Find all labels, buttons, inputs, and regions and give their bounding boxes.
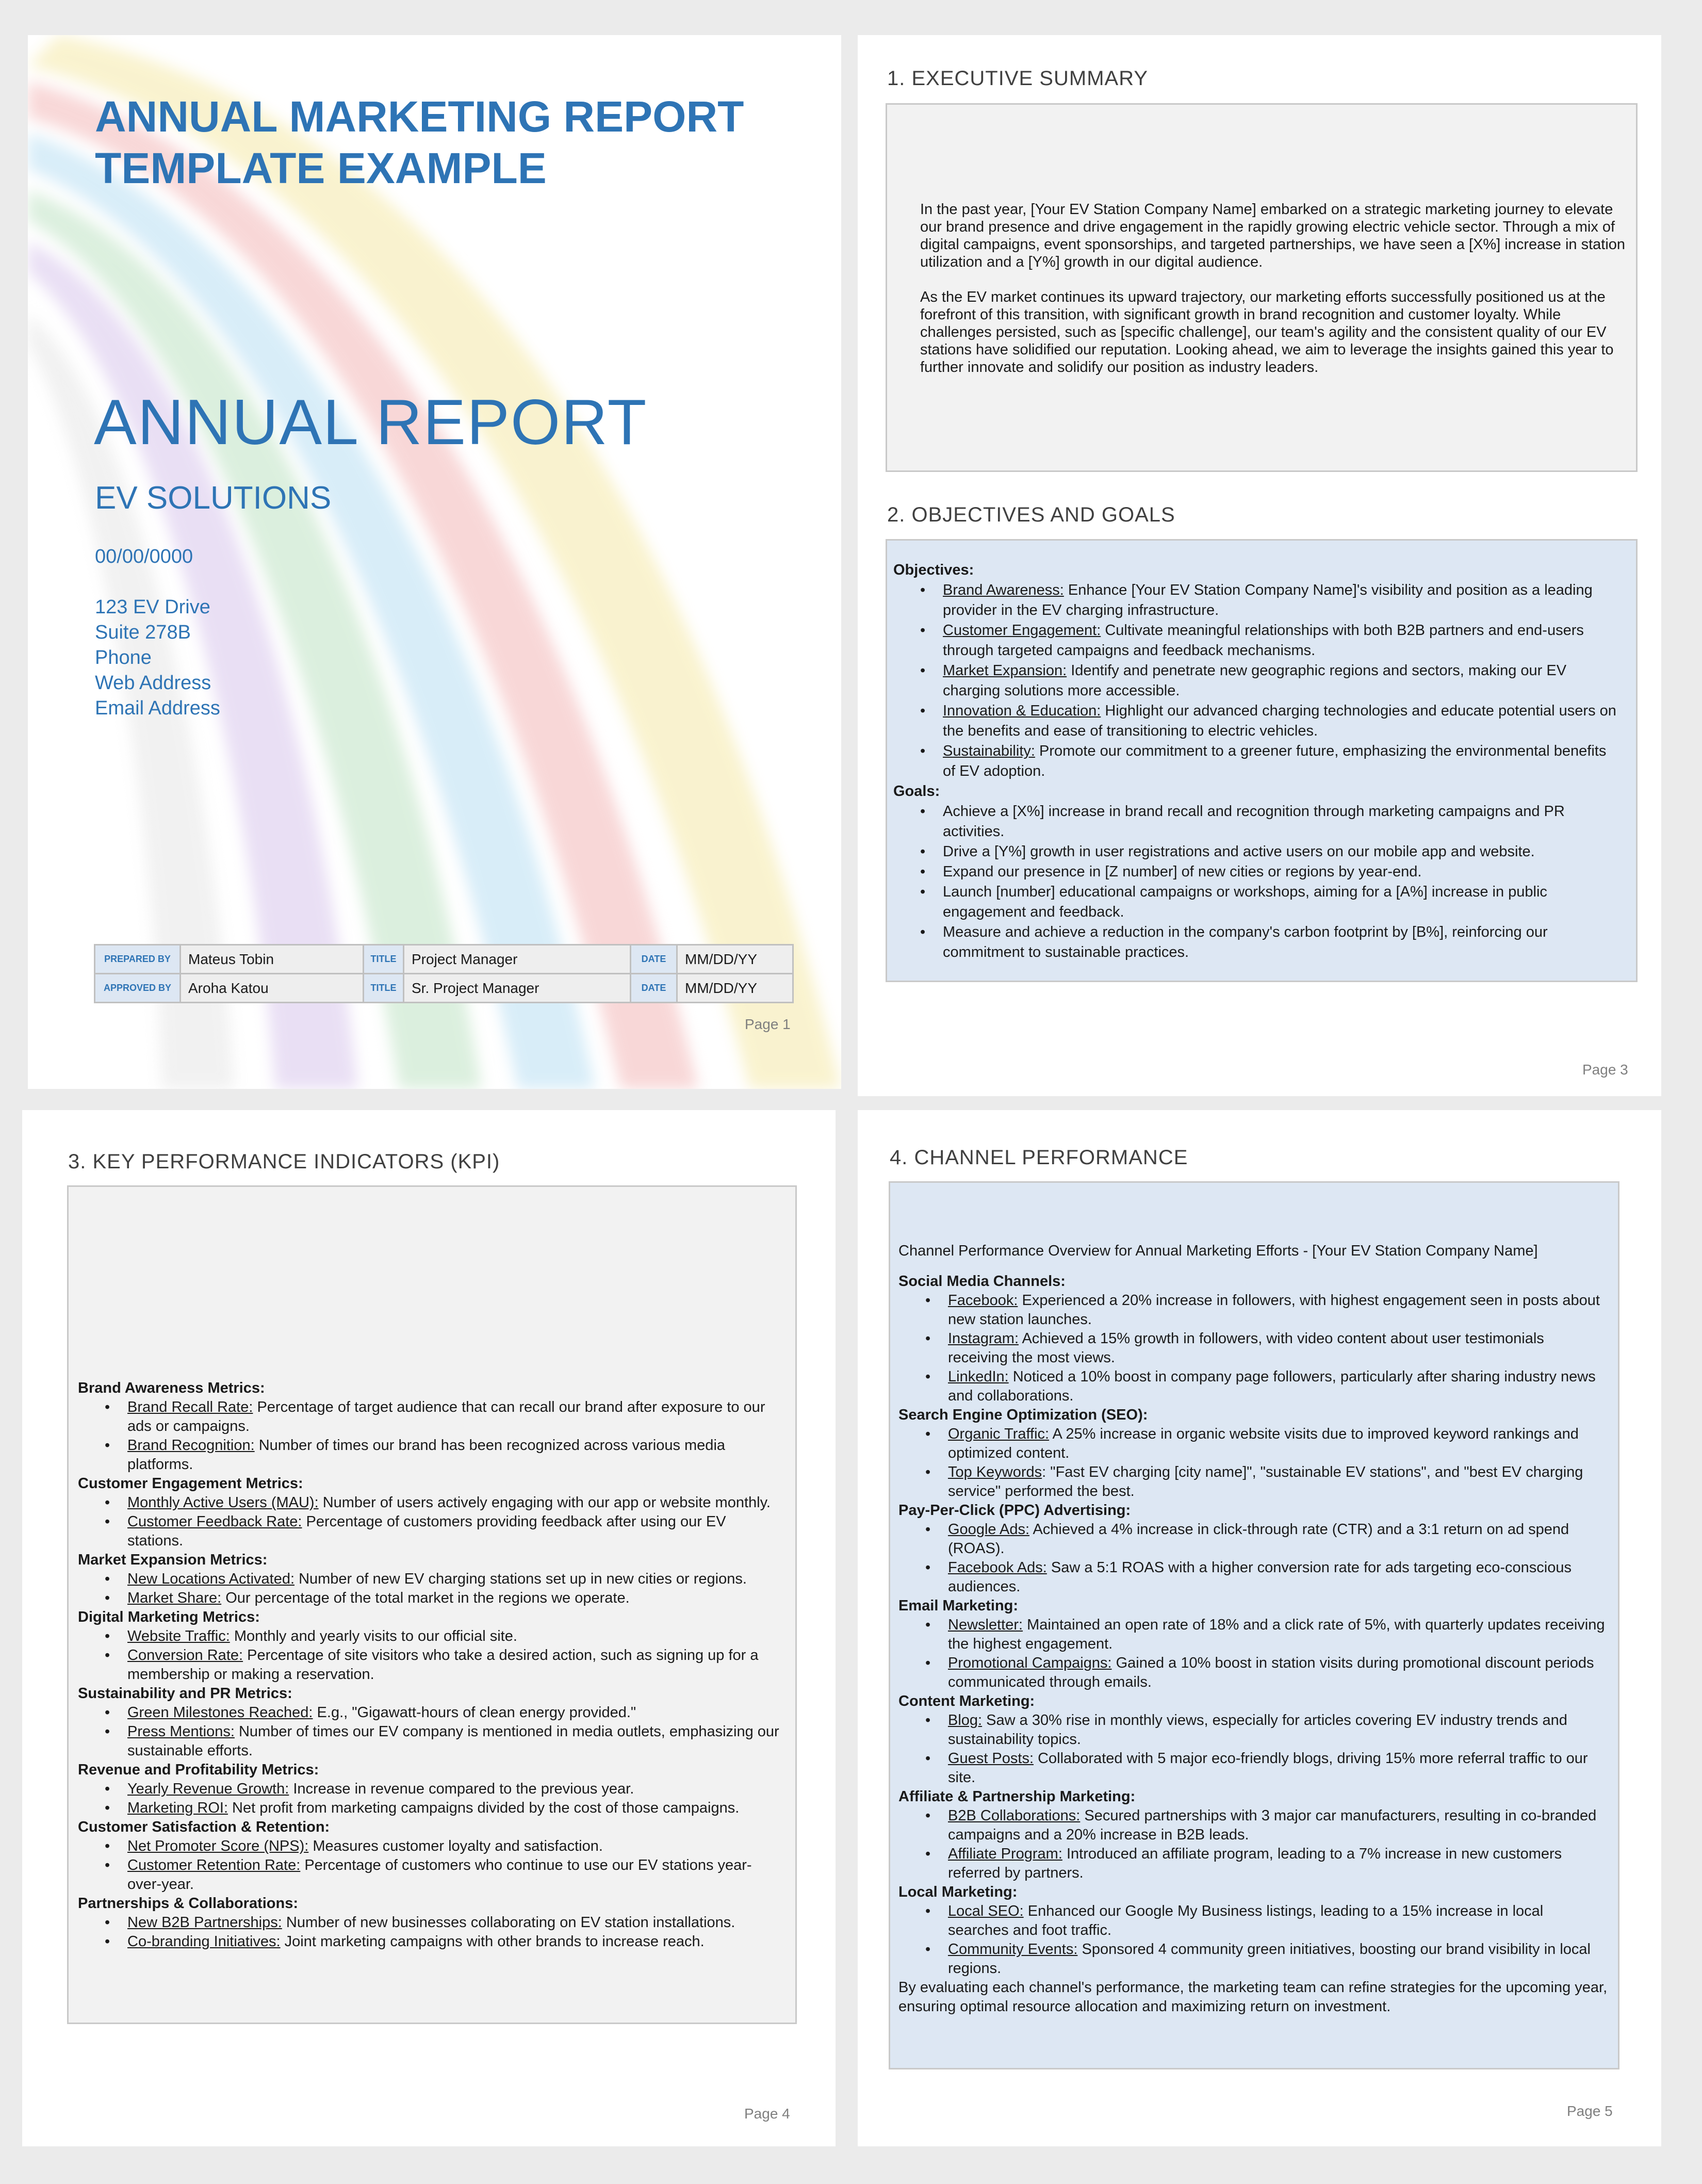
list-item — [898, 1367, 1608, 1406]
address-line: Web Address — [95, 672, 211, 694]
item-text: Number of times our brand has been recognized across various media platforms. — [127, 1437, 726, 1473]
section-title: Revenue and Profitability Metrics: — [78, 1762, 319, 1778]
bullet-list — [78, 1570, 785, 1608]
bullet-list — [898, 1806, 1608, 1883]
list-item — [893, 922, 1621, 963]
item-text: Number of new EV charging stations set up in new cities or regions. — [294, 1571, 747, 1587]
item-label: Newsletter: — [948, 1617, 1023, 1633]
cover-page — [28, 35, 841, 1089]
item-text: Percentage of customers who continue to use our EV stations year-over-year. — [127, 1857, 752, 1893]
bullet-list — [78, 1837, 785, 1894]
section-title: Search Engine Optimization (SEO): — [898, 1407, 1148, 1423]
list-item — [78, 1703, 785, 1722]
bullet-list — [78, 1780, 785, 1818]
section-title: Customer Satisfaction & Retention: — [78, 1819, 330, 1835]
item-label: Press Mentions: — [127, 1723, 235, 1740]
item-text: Maintained an open rate of 18% and a click rate of 5%, with quarterly updates receiving the highest engagement. — [948, 1617, 1605, 1652]
closing-text: By evaluating each channel's performance, the marketing team can refine strategies for the upcoming year, ensuring optimal resource allocation and maximizing return on investment. — [898, 1979, 1608, 2015]
item-text: Sponsored 4 community green initiatives, boosting our brand visibility in local regions. — [948, 1941, 1591, 1977]
item-label: Co-branding Initiatives: — [127, 1933, 281, 1950]
list-item — [893, 842, 1621, 862]
intro-text: Channel Performance Overview for Annual Marketing Efforts - [Your EV Station Company Name] — [898, 1243, 1538, 1259]
section-title: Pay-Per-Click (PPC) Advertising: — [898, 1502, 1131, 1519]
list-item — [78, 1627, 785, 1646]
item-label: Blog: — [948, 1712, 983, 1729]
title-label: TITLE — [364, 945, 404, 974]
item-text: Number of users actively engaging with our app or website monthly. — [318, 1494, 771, 1511]
list-item — [898, 1902, 1608, 1940]
list-item — [78, 1856, 785, 1894]
item-text: Launch [number] educational campaigns or workshops, aiming for a [A%] increase in public engagement and feedback. — [943, 884, 1547, 920]
address-line: Phone — [95, 647, 152, 669]
item-label: Instagram: — [948, 1330, 1019, 1347]
table-row — [95, 945, 793, 974]
item-label: Affiliate Program: — [948, 1846, 1062, 1862]
item-text: A 25% increase in organic website visits due to improved keyword rankings and optimized content. — [948, 1426, 1579, 1461]
item-text: Increase in revenue compared to the previous year. — [289, 1781, 634, 1797]
item-text: Enhance [Your EV Station Company Name]'s visibility and position as a leading provider in the EV charging infrastructure. — [943, 582, 1593, 618]
list-item — [78, 1799, 785, 1818]
section-title: Social Media Channels: — [898, 1273, 1066, 1290]
approved-by-label: APPROVED BY — [95, 974, 181, 1003]
section-title: Partnerships & Collaborations: — [78, 1895, 299, 1912]
page-number: Page 4 — [744, 2106, 790, 2122]
item-label: Customer Feedback Rate: — [127, 1513, 302, 1530]
list-item — [898, 1616, 1608, 1654]
item-text: Achieved a 4% increase in click-through rate (CTR) and a 3:1 return on ad spend (ROAS). — [948, 1521, 1569, 1557]
page-number: Page 1 — [745, 1016, 791, 1032]
item-label: Top Keywords — [948, 1464, 1042, 1480]
section-title: Affiliate & Partnership Marketing: — [898, 1788, 1136, 1805]
section-title: Digital Marketing Metrics: — [78, 1609, 260, 1625]
item-label: Brand Awareness: — [943, 582, 1064, 598]
list-item — [898, 1940, 1608, 1978]
prepared-by-value: Mateus Tobin — [181, 945, 364, 974]
item-label: Marketing ROI: — [127, 1800, 228, 1816]
list-item — [893, 701, 1621, 741]
bullet-list — [898, 1902, 1608, 1978]
item-label: Conversion Rate: — [127, 1647, 243, 1664]
item-label: New B2B Partnerships: — [127, 1914, 282, 1931]
bullet-list — [78, 1703, 785, 1761]
section-title: Content Marketing: — [898, 1693, 1035, 1709]
item-label: Customer Retention Rate: — [127, 1857, 301, 1873]
page-4 — [22, 1110, 836, 2146]
item-label: Sustainability: — [943, 743, 1035, 759]
list-item — [78, 1436, 785, 1474]
item-text: E.g., "Gigawatt-hours of clean energy provided." — [313, 1704, 636, 1721]
list-item — [78, 1570, 785, 1589]
bullet-list — [893, 580, 1621, 781]
item-label: B2B Collaborations: — [948, 1807, 1081, 1824]
list-item — [78, 1493, 785, 1512]
list-item — [898, 1558, 1608, 1596]
item-label: Website Traffic: — [127, 1628, 230, 1644]
item-text: Expand our presence in [Z number] of new cities or regions by year-end. — [943, 863, 1422, 880]
item-label: Local SEO: — [948, 1903, 1024, 1919]
page-5 — [858, 1110, 1661, 2146]
section-title: Local Marketing: — [898, 1884, 1018, 1900]
executive-summary-box — [886, 103, 1638, 472]
document-title: ANNUAL MARKETING REPORT TEMPLATE EXAMPLE — [95, 92, 744, 192]
address-block — [95, 595, 220, 721]
list-item — [893, 621, 1621, 661]
item-text: Number of new businesses collaborating on EV station installations. — [282, 1914, 735, 1931]
list-item — [78, 1837, 785, 1856]
list-item — [898, 1654, 1608, 1692]
list-item — [898, 1520, 1608, 1558]
list-item — [78, 1589, 785, 1608]
section-title: Customer Engagement Metrics: — [78, 1475, 303, 1492]
item-text: Experienced a 20% increase in followers, with highest engagement seen in posts about new station launches. — [948, 1292, 1600, 1328]
item-text: Saw a 5:1 ROAS with a higher conversion rate for ads targeting eco-conscious audiences. — [948, 1559, 1572, 1595]
item-label: Facebook Ads: — [948, 1559, 1047, 1576]
item-label: Market Expansion: — [943, 662, 1067, 679]
approval-table — [94, 944, 794, 1003]
item-text: Promote our commitment to a greener future, emphasizing the environmental benefits of EV adoption. — [943, 743, 1607, 779]
item-text: Percentage of target audience that can recall our brand after exposure to our ads or campaigns. — [127, 1399, 765, 1435]
list-item — [898, 1711, 1608, 1749]
bullet-list — [898, 1616, 1608, 1692]
list-item — [898, 1845, 1608, 1883]
item-label: Google Ads: — [948, 1521, 1029, 1538]
item-text: Noticed a 10% boost in company page followers, particularly after sharing industry news and collaborations. — [948, 1368, 1596, 1404]
item-label: Facebook: — [948, 1292, 1018, 1309]
report-heading: ANNUAL REPORT — [94, 387, 648, 458]
item-text: Drive a [Y%] growth in user registrations and active users on our mobile app and website. — [943, 843, 1535, 860]
bullet-list — [78, 1493, 785, 1551]
bullet-list — [898, 1291, 1608, 1406]
item-text: Percentage of site visitors who take a desired action, such as signing up for a membership or making a reservation. — [127, 1647, 759, 1683]
item-label: Customer Engagement: — [943, 622, 1101, 639]
list-item — [78, 1932, 785, 1951]
section-title: Goals: — [893, 783, 940, 800]
date-label: DATE — [631, 945, 677, 974]
section-title: Market Expansion Metrics: — [78, 1552, 268, 1568]
item-text: Collaborated with 5 major eco-friendly blogs, driving 15% more referral traffic to our site. — [948, 1750, 1588, 1786]
report-subheading: EV SOLUTIONS — [95, 480, 332, 516]
section-heading: 1. EXECUTIVE SUMMARY — [887, 67, 1149, 90]
item-label: Monthly Active Users (MAU): — [127, 1494, 319, 1511]
channel-performance-box — [889, 1181, 1619, 2069]
item-text: Joint marketing campaigns with other brands to increase reach. — [280, 1933, 705, 1950]
bullet-list — [893, 802, 1621, 963]
item-label: Brand Recall Rate: — [127, 1399, 253, 1415]
date-value: MM/DD/YY — [677, 974, 793, 1003]
item-text: Percentage of customers providing feedback after using our EV stations. — [127, 1513, 726, 1549]
section-title: Brand Awareness Metrics: — [78, 1380, 265, 1396]
bullet-list — [898, 1711, 1608, 1787]
bullet-list — [78, 1398, 785, 1474]
section-title: Sustainability and PR Metrics: — [78, 1685, 292, 1702]
prepared-by-label: PREPARED BY — [95, 945, 181, 974]
item-text: Introduced an affiliate program, leading to a 7% increase in new customers referred by partners. — [948, 1846, 1562, 1881]
item-label: Brand Recognition: — [127, 1437, 255, 1454]
section-title: Objectives: — [893, 562, 974, 578]
list-item — [78, 1398, 785, 1436]
item-text: : "Fast EV charging [city name]", "sustainable EV stations", and "best EV charging service" performed the best. — [948, 1464, 1583, 1500]
item-label: Innovation & Education: — [943, 703, 1101, 719]
list-item — [78, 1722, 785, 1761]
bullet-list — [78, 1913, 785, 1951]
date-value: MM/DD/YY — [677, 945, 793, 974]
page-number: Page 5 — [1567, 2103, 1613, 2119]
item-label: LinkedIn: — [948, 1368, 1009, 1385]
item-text: Enhanced our Google My Business listings, leading to a 15% increase in local searches and foot traffic. — [948, 1903, 1544, 1938]
title-label: TITLE — [364, 974, 404, 1003]
item-text: Our percentage of the total market in the regions we operate. — [221, 1590, 630, 1606]
report-date: 00/00/0000 — [95, 546, 193, 567]
title-value: Project Manager — [404, 945, 631, 974]
kpi-box — [67, 1185, 797, 2024]
list-item — [893, 741, 1621, 781]
table-row — [95, 974, 793, 1003]
item-label: Market Share: — [127, 1590, 222, 1606]
item-label: Community Events: — [948, 1941, 1078, 1958]
item-label: New Locations Activated: — [127, 1571, 295, 1587]
list-item — [898, 1329, 1608, 1367]
list-item — [898, 1749, 1608, 1787]
list-item — [898, 1463, 1608, 1501]
item-text: Number of times our EV company is mentioned in media outlets, emphasizing our sustainable efforts. — [127, 1723, 779, 1759]
page-3 — [858, 35, 1661, 1096]
bullet-list — [898, 1425, 1608, 1501]
bullet-list — [78, 1627, 785, 1684]
item-text: Net profit from marketing campaigns divided by the cost of those campaigns. — [228, 1800, 740, 1816]
item-label: Guest Posts: — [948, 1750, 1034, 1767]
item-text: Saw a 30% rise in monthly views, especially for articles covering EV industry trends and sustainability topics. — [948, 1712, 1567, 1748]
item-label: Yearly Revenue Growth: — [127, 1781, 289, 1797]
title-value: Sr. Project Manager — [404, 974, 631, 1003]
list-item — [78, 1780, 785, 1799]
list-item — [898, 1425, 1608, 1463]
item-text: Achieve a [X%] increase in brand recall and recognition through marketing campaigns and PR activities. — [943, 803, 1565, 840]
section-title: Email Marketing: — [898, 1598, 1019, 1614]
item-text: Secured partnerships with 3 major car manufacturers, resulting in co-branded campaigns and a 20% increase in B2B leads. — [948, 1807, 1597, 1843]
list-item — [898, 1806, 1608, 1845]
list-item — [893, 882, 1621, 922]
address-line: Suite 278B — [95, 622, 191, 643]
section-heading: 3. KEY PERFORMANCE INDICATORS (KPI) — [68, 1150, 500, 1173]
list-item — [893, 802, 1621, 842]
item-label: Net Promoter Score (NPS): — [127, 1838, 309, 1854]
item-label: Promotional Campaigns: — [948, 1655, 1112, 1671]
date-label: DATE — [631, 974, 677, 1003]
paragraph: As the EV market continues its upward trajectory, our marketing efforts successfully positioned us at the forefront of this transition, with significant growth in brand recognition and customer loyalty. While challenges persisted, such as [specific challenge], our team's agility and the consistent quality of our EV stations have solidified our reputation. Looking ahead, we aim to leverage the insights gained this year to further innovate and solidify our position as industry leaders. — [920, 289, 1614, 376]
section-heading: 2. OBJECTIVES AND GOALS — [887, 503, 1175, 526]
list-item — [893, 661, 1621, 701]
item-label: Organic Traffic: — [948, 1426, 1050, 1442]
list-item — [898, 1291, 1608, 1329]
address-line: Email Address — [95, 697, 220, 719]
item-text: Cultivate meaningful relationships with both B2B partners and end-users through targeted campaigns and feedback mechanisms. — [943, 622, 1584, 659]
list-item — [78, 1512, 785, 1551]
paragraph: In the past year, [Your EV Station Company Name] embarked on a strategic marketing journey to elevate our brand presence and drive engagement in the rapidly growing electric vehicle sector. Through a mix of digital campaigns, event sponsorships, and targeted partnerships, we have seen a [X%] increase in station utilization and a [Y%] growth in our digital audience. — [920, 201, 1626, 270]
item-text: Measures customer loyalty and satisfaction. — [308, 1838, 603, 1854]
item-text: Achieved a 15% growth in followers, with video content about user testimonials receiving the most views. — [948, 1330, 1544, 1366]
item-text: Highlight our advanced charging technologies and educate potential users on the benefits and ease of transitioning to electric vehicles. — [943, 703, 1616, 739]
address-line: 123 EV Drive — [95, 596, 210, 618]
item-text: Gained a 10% boost in station visits during promotional discount periods communicated through emails. — [948, 1655, 1594, 1690]
objectives-box — [886, 539, 1638, 982]
bullet-list — [898, 1520, 1608, 1596]
item-label: Green Milestones Reached: — [127, 1704, 313, 1721]
approved-by-value: Aroha Katou — [181, 974, 364, 1003]
list-item — [78, 1913, 785, 1932]
section-heading: 4. CHANNEL PERFORMANCE — [890, 1146, 1188, 1169]
list-item — [893, 580, 1621, 621]
item-text: Identify and penetrate new geographic regions and sectors, making our EV charging solutions more accessible. — [943, 662, 1567, 699]
item-text: Measure and achieve a reduction in the company's carbon footprint by [B%], reinforcing our commitment to sustainable practices. — [943, 924, 1548, 960]
item-text: Monthly and yearly visits to our official site. — [230, 1628, 517, 1644]
list-item — [893, 862, 1621, 882]
page-number: Page 3 — [1582, 1062, 1628, 1078]
list-item — [78, 1646, 785, 1684]
